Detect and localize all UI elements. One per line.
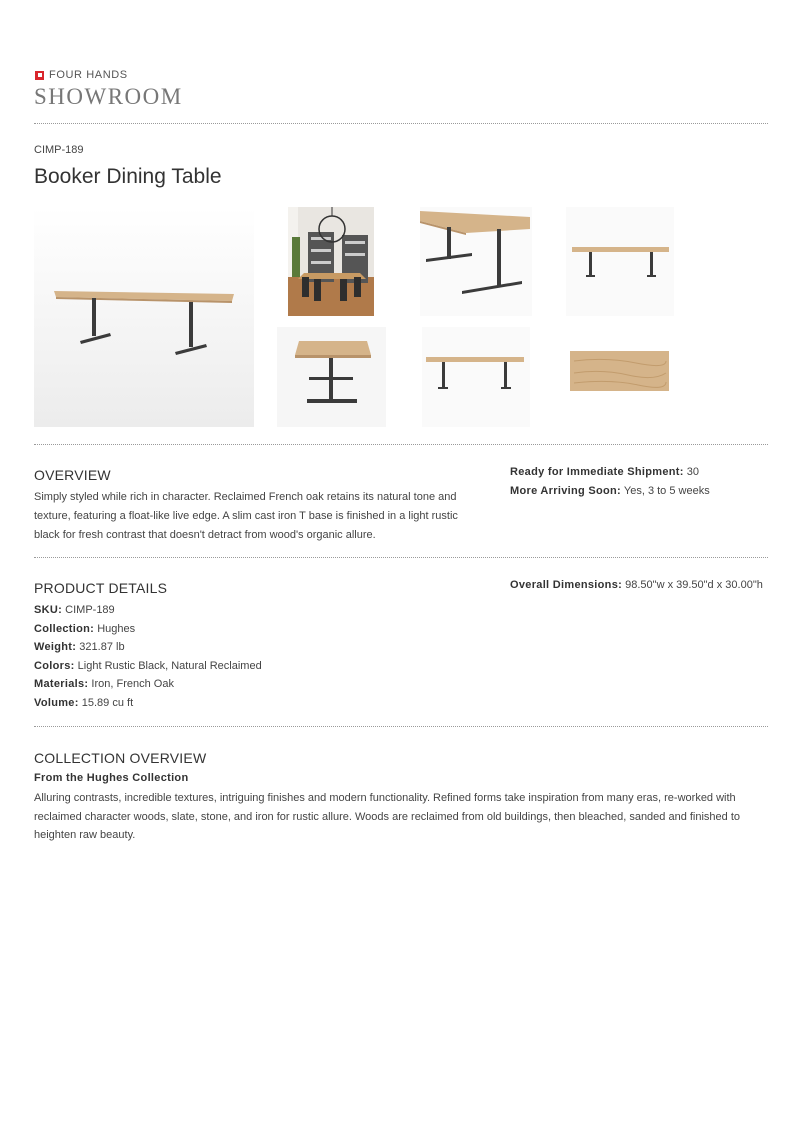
collection-text: [34, 789, 774, 845]
detail-value: Iron, French Oak: [91, 678, 174, 691]
detail-row: [34, 601, 262, 620]
divider: [34, 726, 768, 727]
ready-shipment-label: Ready for Immediate Shipment:: [510, 466, 684, 478]
overview-line: texture, featuring a float-like live edge. A slim cast iron T base is finished in a light rustic: [34, 510, 458, 522]
arriving-soon-row: [510, 482, 710, 501]
collection-line: Alluring contrasts, incredible textures, intriguing finishes and modern functionality. Refined forms take inspiration from many eras, re-worked with: [34, 792, 736, 804]
detail-label: Collection:: [34, 622, 95, 635]
overview-heading: OVERVIEW: [34, 467, 111, 483]
collection-subheading: From the Hughes Collection: [34, 772, 189, 784]
ready-shipment-value: 30: [686, 466, 700, 478]
product-image-side: [422, 327, 530, 427]
brand-logo: [35, 69, 128, 81]
detail-label: Weight:: [34, 641, 77, 654]
ready-shipment-row: [510, 463, 710, 482]
overview-text: [34, 488, 484, 545]
brand-name: FOUR HANDS: [49, 69, 128, 81]
availability-info: [510, 463, 710, 500]
showroom-wordmark: SHOWROOM: [34, 84, 183, 109]
collection-line: reclaimed character woods, slate, stone, and iron for rustic allure. Woods are reclaimed from old buildings, then bleached, sanded and finished to: [34, 810, 741, 823]
detail-value: 15.89 cu ft: [81, 696, 134, 709]
brand-square-icon: [35, 71, 44, 80]
detail-value: Hughes: [97, 622, 136, 635]
detail-label: Materials:: [34, 678, 89, 691]
detail-row: [34, 620, 262, 639]
product-title: Booker Dining Table: [34, 165, 222, 188]
product-image-front: [566, 207, 674, 316]
detail-row: [34, 675, 262, 694]
dimensions-value: 98.50"w x 39.50"d x 30.00"h: [625, 579, 763, 591]
product-image-top: [566, 327, 674, 427]
dimensions-row: [510, 576, 763, 595]
divider: [34, 123, 768, 124]
details-heading: PRODUCT DETAILS: [34, 580, 168, 596]
divider: [34, 444, 768, 445]
detail-value: CIMP-189: [65, 604, 115, 616]
detail-row: [34, 657, 262, 676]
overview-line: black for fresh contrast that doesn't detract from wood's organic allure.: [34, 529, 376, 541]
product-image-end: [277, 327, 386, 427]
detail-label: SKU:: [34, 604, 63, 616]
collection-line: heighten raw beauty.: [34, 829, 136, 841]
detail-label: Colors:: [34, 659, 75, 672]
detail-label: Volume:: [34, 696, 79, 709]
product-image-main: [34, 207, 254, 427]
detail-row: [34, 694, 262, 713]
product-image-angle: [420, 207, 532, 316]
product-code: CIMP-189: [34, 144, 84, 156]
overview-line: Simply styled while rich in character. Reclaimed French oak retains its natural tone and: [34, 491, 457, 503]
product-image-room: [288, 207, 374, 316]
detail-value: 321.87 lb: [79, 641, 125, 654]
divider: [34, 557, 768, 558]
detail-row: [34, 638, 262, 657]
arriving-soon-value: Yes, 3 to 5 weeks: [623, 484, 710, 497]
details-list: [34, 601, 262, 713]
collection-heading: COLLECTION OVERVIEW: [34, 750, 207, 766]
detail-value: Light Rustic Black, Natural Reclaimed: [77, 659, 262, 672]
arriving-soon-label: More Arriving Soon:: [510, 484, 622, 497]
dimensions-label: Overall Dimensions:: [510, 579, 623, 591]
